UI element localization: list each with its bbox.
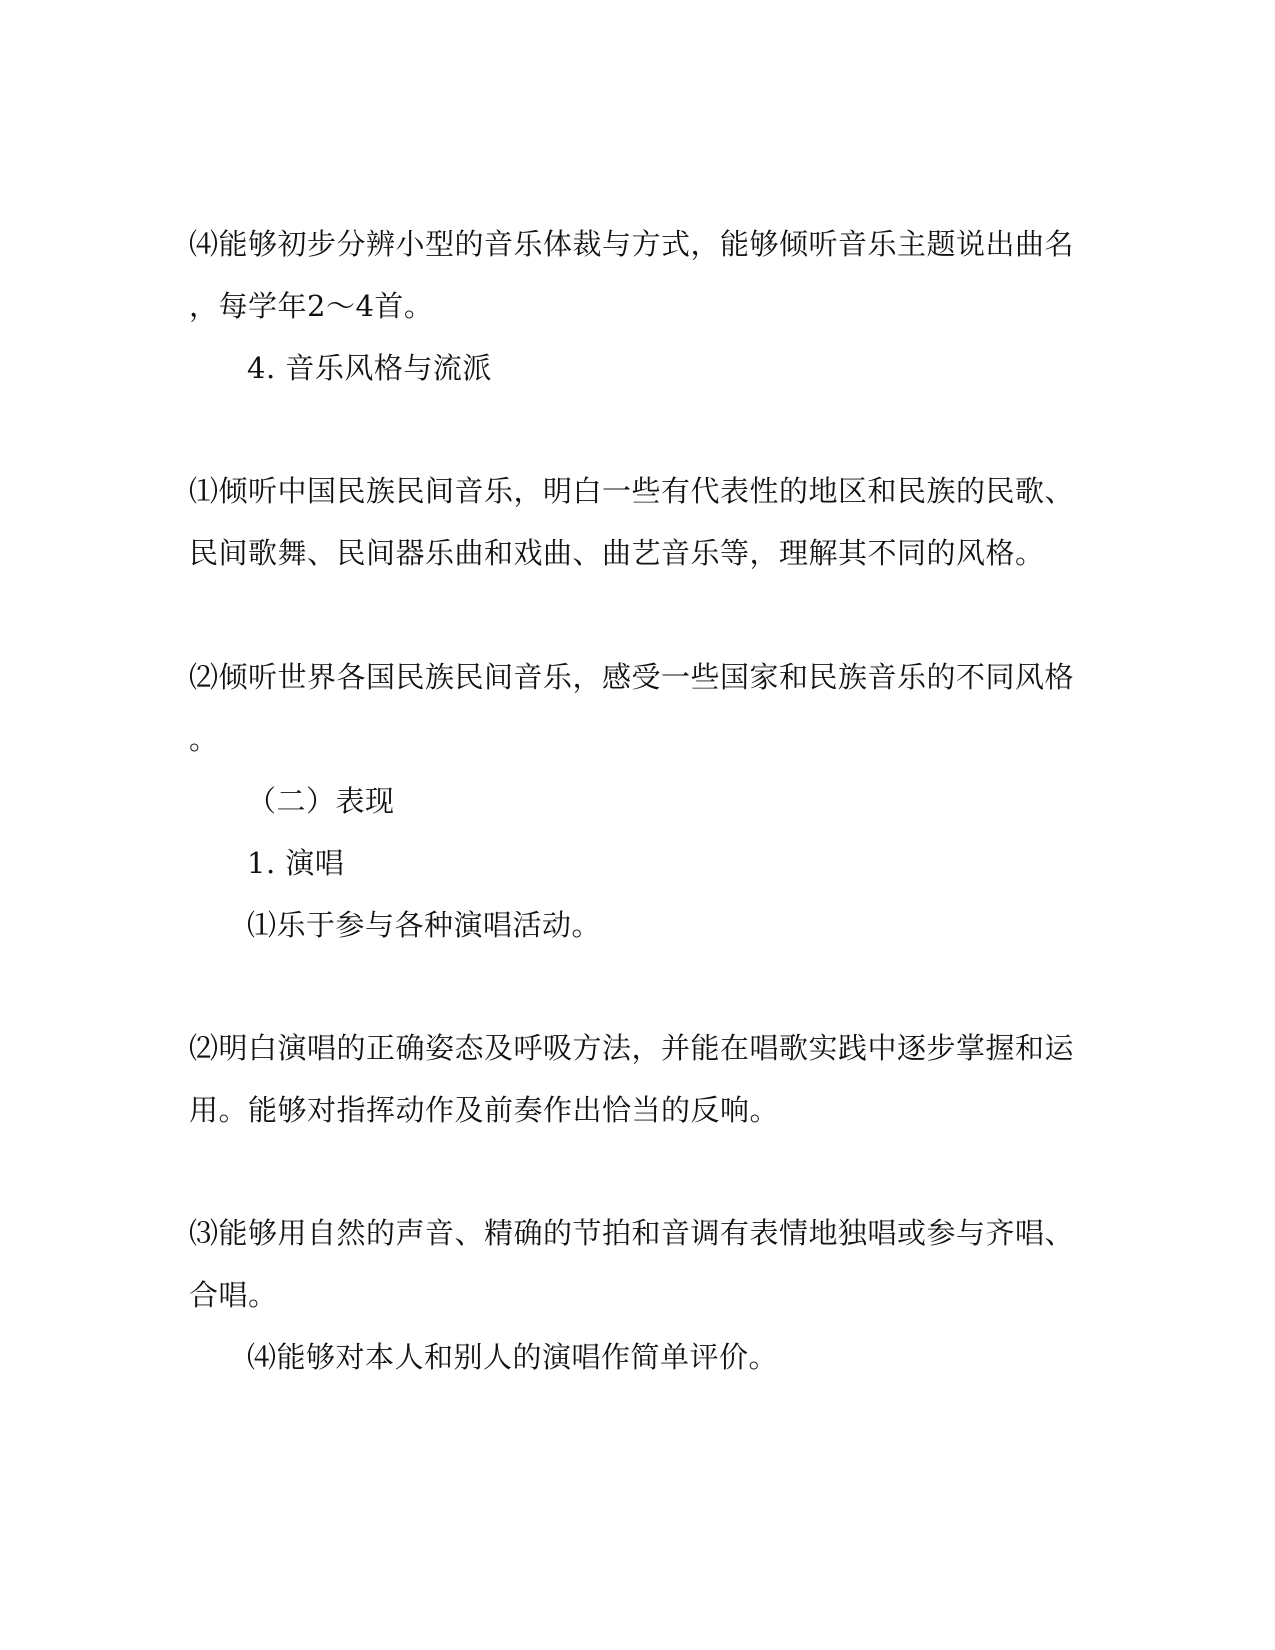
paragraph-line: 用。能够对指挥动作及前奏作出恰当的反响。 (189, 1093, 780, 1127)
paragraph-line: ⑵倾听世界各国民族民间音乐，感受一些国家和民族音乐的不同风格 (189, 660, 1075, 694)
paragraph-line: ，每学年2～4首。 (189, 289, 434, 323)
paragraph-line: ⑵明白演唱的正确姿态及呼吸方法，并能在唱歌实践中逐步掌握和运 (189, 1031, 1075, 1065)
paragraph-line: ⑴乐于参与各种演唱活动。 (247, 908, 602, 942)
paragraph-line: ⑴倾听中国民族民间音乐，明白一些有代表性的地区和民族的民歌、 (189, 474, 1075, 508)
paragraph-line: ⑶能够用自然的声音、精确的节拍和音调有表情地独唱或参与齐唱、 (189, 1216, 1075, 1250)
paragraph-line: ⑷能够对本人和别人的演唱作简单评价。 (247, 1340, 779, 1374)
paragraph-line: 合唱。 (189, 1278, 278, 1312)
paragraph-line: ⑷能够初步分辨小型的音乐体裁与方式，能够倾听音乐主题说出曲名 (189, 227, 1075, 261)
section-heading: （二）表现 (247, 784, 395, 818)
paragraph-line: 。 (189, 722, 219, 756)
paragraph-line: 民间歌舞、民间器乐曲和戏曲、曲艺音乐等，理解其不同的风格。 (189, 536, 1045, 570)
section-heading: 4. 音乐风格与流派 (247, 351, 492, 385)
section-heading: 1. 演唱 (247, 846, 345, 880)
